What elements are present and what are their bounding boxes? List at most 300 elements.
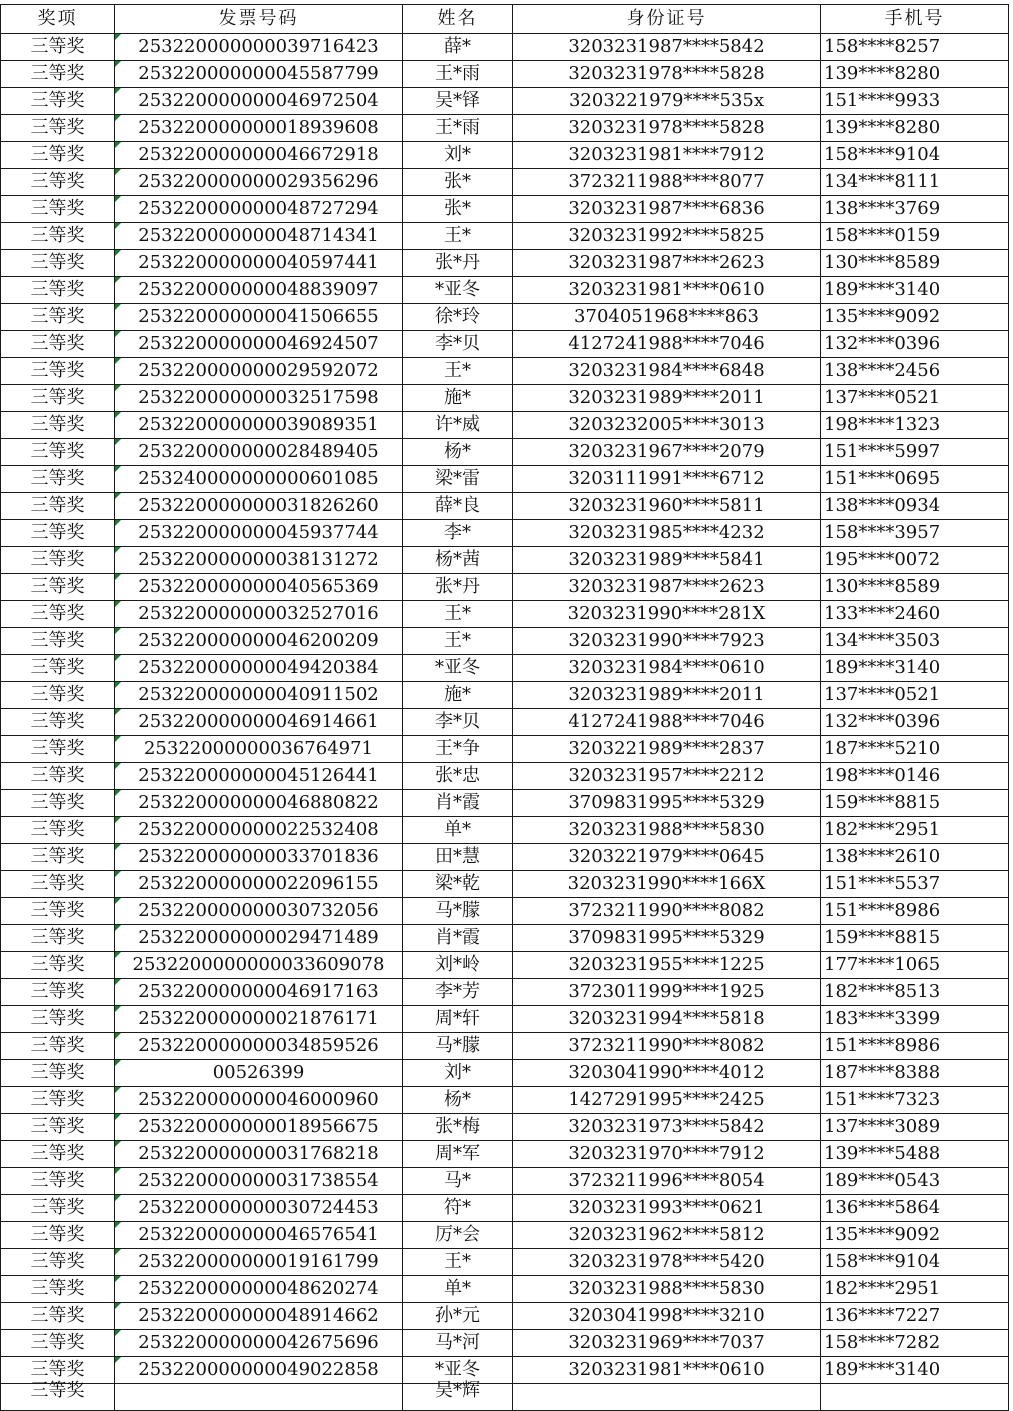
cell-name: *亚冬 <box>403 277 513 304</box>
table-row <box>1 466 1009 493</box>
cell-id-number: 3203111991****6712 <box>513 466 821 493</box>
cell-name: 王*争 <box>403 736 513 763</box>
column-header-id-number: 身份证号 <box>513 5 821 34</box>
table-row <box>1 277 1009 304</box>
table-row <box>1 1114 1009 1141</box>
cell-id-number: 3203231960****5811 <box>513 493 821 520</box>
cell-prize: 三等奖 <box>1 1357 115 1384</box>
cell-phone: 198****1323 <box>821 412 1009 439</box>
cell-invoice-number <box>115 1384 403 1411</box>
cell-phone: 136****7227 <box>821 1303 1009 1330</box>
cell-prize: 三等奖 <box>1 34 115 61</box>
cell-invoice-number: 253220000000048914662 <box>115 1303 403 1330</box>
cell-invoice-number: 253220000000045937744 <box>115 520 403 547</box>
cell-invoice-number: 253220000000046880822 <box>115 790 403 817</box>
table-row <box>1 331 1009 358</box>
table-row <box>1 223 1009 250</box>
cell-invoice-number: 253220000000040565369 <box>115 574 403 601</box>
cell-prize: 三等奖 <box>1 736 115 763</box>
cell-id-number: 3203231962****5812 <box>513 1222 821 1249</box>
cell-phone: 138****2610 <box>821 844 1009 871</box>
cell-name: 马*朦 <box>403 898 513 925</box>
table-row <box>1 142 1009 169</box>
cell-invoice-number: 2532200000000033609078 <box>115 952 403 979</box>
cell-phone: 151****9933 <box>821 88 1009 115</box>
cell-prize: 三等奖 <box>1 304 115 331</box>
cell-phone: 137****0521 <box>821 682 1009 709</box>
table-row <box>1 385 1009 412</box>
cell-name: 王*雨 <box>403 115 513 142</box>
cell-phone: 187****5210 <box>821 736 1009 763</box>
cell-phone: 133****2460 <box>821 601 1009 628</box>
table-row <box>1 763 1009 790</box>
cell-phone: 135****9092 <box>821 304 1009 331</box>
cell-id-number: 3203231990****7923 <box>513 628 821 655</box>
cell-name: 施* <box>403 385 513 412</box>
cell-prize: 三等奖 <box>1 1222 115 1249</box>
cell-name: 王* <box>403 358 513 385</box>
cell-invoice-number: 253220000000030732056 <box>115 898 403 925</box>
cell-id-number: 3203231993****0621 <box>513 1195 821 1222</box>
cell-prize: 三等奖 <box>1 439 115 466</box>
cell-name: 刘* <box>403 1060 513 1087</box>
cell-phone: 130****8589 <box>821 250 1009 277</box>
table-row <box>1 61 1009 88</box>
cell-id-number: 3709831995****5329 <box>513 925 821 952</box>
cell-prize <box>1 1380 115 1411</box>
cell-name: 马* <box>403 1168 513 1195</box>
cell-name: 王*雨 <box>403 61 513 88</box>
cell-invoice-number: 253220000000046200209 <box>115 628 403 655</box>
table-row <box>1 1249 1009 1276</box>
cell-id-number <box>513 1384 821 1411</box>
table-row <box>1 1330 1009 1357</box>
cell-prize: 三等奖 <box>1 628 115 655</box>
cell-name: 周*军 <box>403 1141 513 1168</box>
cell-name: 马*河 <box>403 1330 513 1357</box>
cell-invoice-number: 253220000000046914661 <box>115 709 403 736</box>
table-row <box>1 412 1009 439</box>
cell-prize: 三等奖 <box>1 196 115 223</box>
cell-id-number: 3203231985****4232 <box>513 520 821 547</box>
table-row <box>1 1303 1009 1330</box>
cell-invoice-number: 253220000000019161799 <box>115 1249 403 1276</box>
cell-id-number: 3709831995****5329 <box>513 790 821 817</box>
cell-id-number: 3723211988****8077 <box>513 169 821 196</box>
cell-invoice-number: 253220000000029356296 <box>115 169 403 196</box>
table-row <box>1 1222 1009 1249</box>
cell-invoice-number: 253220000000046576541 <box>115 1222 403 1249</box>
cell-name: 王* <box>403 601 513 628</box>
cell-phone: 182****2951 <box>821 1276 1009 1303</box>
cell-prize: 三等奖 <box>1 88 115 115</box>
cell-id-number: 3203231984****6848 <box>513 358 821 385</box>
cell-invoice-number: 253220000000039089351 <box>115 412 403 439</box>
cell-invoice-number: 253220000000029592072 <box>115 358 403 385</box>
table-row <box>1 844 1009 871</box>
column-header-invoice: 发票号码 <box>115 5 403 34</box>
column-header-prize: 奖项 <box>1 5 115 34</box>
cell-id-number: 3203041990****4012 <box>513 1060 821 1087</box>
cell-invoice-number: 25322000000036764971 <box>115 736 403 763</box>
cell-prize: 三等奖 <box>1 1303 115 1330</box>
table-row <box>1 628 1009 655</box>
cell-phone: 158****8257 <box>821 34 1009 61</box>
cell-name-text: 吴*辉 <box>435 1380 480 1401</box>
cell-phone: 158****0159 <box>821 223 1009 250</box>
cell-prize: 三等奖 <box>1 1330 115 1357</box>
table-row <box>1 574 1009 601</box>
table-row <box>1 736 1009 763</box>
cell-prize: 三等奖 <box>1 1276 115 1303</box>
cell-invoice-number: 253220000000046917163 <box>115 979 403 1006</box>
cell-phone: 158****3957 <box>821 520 1009 547</box>
cell-prize: 三等奖 <box>1 250 115 277</box>
cell-name: 许*威 <box>403 412 513 439</box>
cell-prize: 三等奖 <box>1 277 115 304</box>
cell-name: 王* <box>403 628 513 655</box>
cell-id-number: 3203231957****2212 <box>513 763 821 790</box>
cell-prize: 三等奖 <box>1 871 115 898</box>
cell-prize: 三等奖 <box>1 412 115 439</box>
cell-prize: 三等奖 <box>1 142 115 169</box>
cell-invoice-number: 253220000000031738554 <box>115 1168 403 1195</box>
table-row <box>1 250 1009 277</box>
cell-name: 杨*茜 <box>403 547 513 574</box>
cell-id-number: 3203231955****1225 <box>513 952 821 979</box>
cell-name: 王* <box>403 223 513 250</box>
cell-prize: 三等奖 <box>1 358 115 385</box>
cell-phone: 189****0543 <box>821 1168 1009 1195</box>
table-row <box>1 1060 1009 1087</box>
cell-prize: 三等奖 <box>1 979 115 1006</box>
cell-phone: 137****0521 <box>821 385 1009 412</box>
cell-id-number: 3203231988****5830 <box>513 1276 821 1303</box>
header-row <box>1 5 1009 34</box>
cell-name: 吴*铎 <box>403 88 513 115</box>
cell-prize: 三等奖 <box>1 1168 115 1195</box>
table-row <box>1 952 1009 979</box>
cell-prize: 三等奖 <box>1 1006 115 1033</box>
cell-name: 肖*霞 <box>403 925 513 952</box>
cell-phone: 183****3399 <box>821 1006 1009 1033</box>
cell-invoice-number: 253220000000040597441 <box>115 250 403 277</box>
cell-phone: 139****8280 <box>821 61 1009 88</box>
table-row <box>1 304 1009 331</box>
cell-id-number: 3203231987****2623 <box>513 250 821 277</box>
cell-name: 周*轩 <box>403 1006 513 1033</box>
cell-name: 薛* <box>403 34 513 61</box>
cell-name <box>403 1380 513 1411</box>
cell-invoice-number: 253220000000018956675 <box>115 1114 403 1141</box>
cell-prize: 三等奖 <box>1 790 115 817</box>
cell-phone: 195****0072 <box>821 547 1009 574</box>
cell-invoice-number: 253220000000040911502 <box>115 682 403 709</box>
cell-name: 梁*乾 <box>403 871 513 898</box>
cell-phone: 151****7323 <box>821 1087 1009 1114</box>
cell-phone: 132****0396 <box>821 331 1009 358</box>
cell-invoice-number: 253240000000000601085 <box>115 466 403 493</box>
cell-prize: 三等奖 <box>1 223 115 250</box>
cell-name: 李*贝 <box>403 709 513 736</box>
cell-id-number: 3203231969****7037 <box>513 1330 821 1357</box>
cell-id-number: 3203231967****2079 <box>513 439 821 466</box>
table-row <box>1 682 1009 709</box>
cell-phone: 189****3140 <box>821 277 1009 304</box>
cell-phone: 139****8280 <box>821 115 1009 142</box>
cell-phone: 151****0695 <box>821 466 1009 493</box>
cell-invoice-number: 253220000000021876171 <box>115 1006 403 1033</box>
cell-invoice-number: 253220000000048714341 <box>115 223 403 250</box>
cell-prize: 三等奖 <box>1 466 115 493</box>
cell-id-number: 3723211990****8082 <box>513 898 821 925</box>
cell-prize: 三等奖 <box>1 331 115 358</box>
cell-invoice-number: 253220000000046672918 <box>115 142 403 169</box>
cell-phone: 158****7282 <box>821 1330 1009 1357</box>
cell-prize: 三等奖 <box>1 952 115 979</box>
cell-name: 徐*玲 <box>403 304 513 331</box>
cell-invoice-number: 253220000000031768218 <box>115 1141 403 1168</box>
table-row <box>1 601 1009 628</box>
column-header-phone: 手机号 <box>821 5 1009 34</box>
cell-id-number: 4127241988****7046 <box>513 709 821 736</box>
cell-invoice-number: 253220000000046972504 <box>115 88 403 115</box>
cell-prize: 三等奖 <box>1 574 115 601</box>
cell-phone: 151****5537 <box>821 871 1009 898</box>
table-row <box>1 898 1009 925</box>
cell-phone: 132****0396 <box>821 709 1009 736</box>
cell-id-number: 3203231981****7912 <box>513 142 821 169</box>
table-row <box>1 1357 1009 1384</box>
cell-name: 张*丹 <box>403 250 513 277</box>
cell-prize: 三等奖 <box>1 115 115 142</box>
cell-invoice-number: 253220000000033701836 <box>115 844 403 871</box>
cell-id-number: 3203231989****2011 <box>513 682 821 709</box>
cell-name: 杨* <box>403 439 513 466</box>
cell-id-number: 3203231981****0610 <box>513 1357 821 1384</box>
cell-id-number: 3203231984****0610 <box>513 655 821 682</box>
cell-name: 单* <box>403 817 513 844</box>
cell-phone: 134****8111 <box>821 169 1009 196</box>
cell-invoice-number: 253220000000034859526 <box>115 1033 403 1060</box>
cell-name: *亚冬 <box>403 655 513 682</box>
table-body <box>1 34 1009 1411</box>
cell-prize-text: 三等奖 <box>30 1380 85 1401</box>
cell-phone: 151****5997 <box>821 439 1009 466</box>
cell-prize: 三等奖 <box>1 1060 115 1087</box>
cell-invoice-number: 253220000000029471489 <box>115 925 403 952</box>
table-row <box>1 493 1009 520</box>
cell-prize: 三等奖 <box>1 655 115 682</box>
cell-name: 李*贝 <box>403 331 513 358</box>
cell-prize: 三等奖 <box>1 709 115 736</box>
table-row <box>1 1168 1009 1195</box>
cell-invoice-number: 253220000000049420384 <box>115 655 403 682</box>
cell-phone: 177****1065 <box>821 952 1009 979</box>
table-row <box>1 709 1009 736</box>
table-row <box>1 1087 1009 1114</box>
cell-invoice-number: 253220000000046924507 <box>115 331 403 358</box>
cell-prize: 三等奖 <box>1 1249 115 1276</box>
table-row <box>1 358 1009 385</box>
cell-name: 厉*会 <box>403 1222 513 1249</box>
cell-id-number: 3203231992****5825 <box>513 223 821 250</box>
table-row <box>1 817 1009 844</box>
cell-invoice-number: 253220000000032517598 <box>115 385 403 412</box>
cell-prize: 三等奖 <box>1 1195 115 1222</box>
cell-invoice-number: 253220000000030724453 <box>115 1195 403 1222</box>
cell-prize: 三等奖 <box>1 169 115 196</box>
cell-phone: 138****3769 <box>821 196 1009 223</box>
cell-id-number: 3203231970****7912 <box>513 1141 821 1168</box>
table-row <box>1 655 1009 682</box>
table-row <box>1 88 1009 115</box>
cell-name: 张* <box>403 196 513 223</box>
table-row <box>1 439 1009 466</box>
cell-invoice-number: 253220000000049022858 <box>115 1357 403 1384</box>
cell-name: 符* <box>403 1195 513 1222</box>
cell-name: 杨* <box>403 1087 513 1114</box>
cell-phone: 151****8986 <box>821 898 1009 925</box>
cell-id-number: 3203231989****5841 <box>513 547 821 574</box>
cell-id-number: 4127241988****7046 <box>513 331 821 358</box>
table-row <box>1 520 1009 547</box>
cell-prize: 三等奖 <box>1 1087 115 1114</box>
cell-invoice-number: 253220000000048727294 <box>115 196 403 223</box>
cell-invoice-number: 253220000000032527016 <box>115 601 403 628</box>
cell-id-number: 3203231987****5842 <box>513 34 821 61</box>
cell-name: 孙*元 <box>403 1303 513 1330</box>
cell-name: 马*朦 <box>403 1033 513 1060</box>
table-row <box>1 871 1009 898</box>
cell-phone: 158****9104 <box>821 1249 1009 1276</box>
cell-phone: 139****5488 <box>821 1141 1009 1168</box>
cell-id-number: 3203231973****5842 <box>513 1114 821 1141</box>
cell-id-number: 3203231978****5828 <box>513 115 821 142</box>
cell-name: 单* <box>403 1276 513 1303</box>
cell-id-number: 1427291995****2425 <box>513 1087 821 1114</box>
cell-phone: 138****0934 <box>821 493 1009 520</box>
cell-name: 王* <box>403 1249 513 1276</box>
cell-prize: 三等奖 <box>1 547 115 574</box>
cell-phone: 189****3140 <box>821 1357 1009 1384</box>
cell-prize: 三等奖 <box>1 520 115 547</box>
cell-phone: 151****8986 <box>821 1033 1009 1060</box>
cell-name: 张*梅 <box>403 1114 513 1141</box>
cell-id-number: 3203231987****2623 <box>513 574 821 601</box>
cell-phone: 159****8815 <box>821 790 1009 817</box>
table-row <box>1 547 1009 574</box>
column-header-name: 姓名 <box>403 5 513 34</box>
cell-prize: 三等奖 <box>1 844 115 871</box>
cell-prize: 三等奖 <box>1 493 115 520</box>
cell-id-number: 3203231989****2011 <box>513 385 821 412</box>
cell-prize: 三等奖 <box>1 385 115 412</box>
cell-phone: 159****8815 <box>821 925 1009 952</box>
cell-invoice-number: 253220000000048620274 <box>115 1276 403 1303</box>
cell-name: 张* <box>403 169 513 196</box>
cell-name: 刘*岭 <box>403 952 513 979</box>
cell-id-number: 3203231978****5828 <box>513 61 821 88</box>
cell-invoice-number: 253220000000048839097 <box>115 277 403 304</box>
cell-name: 张*忠 <box>403 763 513 790</box>
cell-name: 薛*良 <box>403 493 513 520</box>
table-row <box>1 925 1009 952</box>
table-row <box>1 115 1009 142</box>
table-row-partial <box>1 1384 1009 1411</box>
cell-name: *亚冬 <box>403 1357 513 1384</box>
cell-id-number: 3203231988****5830 <box>513 817 821 844</box>
table-row <box>1 1033 1009 1060</box>
cell-invoice-number: 253220000000042675696 <box>115 1330 403 1357</box>
cell-phone: 182****2951 <box>821 817 1009 844</box>
cell-id-number: 3203221979****535x <box>513 88 821 115</box>
cell-phone: 158****9104 <box>821 142 1009 169</box>
cell-phone: 134****3503 <box>821 628 1009 655</box>
cell-invoice-number: 253220000000028489405 <box>115 439 403 466</box>
cell-invoice-number: 253220000000046000960 <box>115 1087 403 1114</box>
cell-id-number: 3203231990****281X <box>513 601 821 628</box>
cell-phone: 135****9092 <box>821 1222 1009 1249</box>
cell-prize: 三等奖 <box>1 898 115 925</box>
cell-phone: 130****8589 <box>821 574 1009 601</box>
table-row <box>1 169 1009 196</box>
cell-id-number: 3203231987****6836 <box>513 196 821 223</box>
cell-invoice-number: 253220000000045126441 <box>115 763 403 790</box>
cell-name: 张*丹 <box>403 574 513 601</box>
cell-id-number: 3723211996****8054 <box>513 1168 821 1195</box>
cell-id-number: 3723211990****8082 <box>513 1033 821 1060</box>
cell-phone: 189****3140 <box>821 655 1009 682</box>
table-row <box>1 1006 1009 1033</box>
cell-id-number: 3203231990****166X <box>513 871 821 898</box>
table-row <box>1 790 1009 817</box>
table-row <box>1 1195 1009 1222</box>
table-row <box>1 196 1009 223</box>
cell-name: 刘* <box>403 142 513 169</box>
cell-name: 施* <box>403 682 513 709</box>
cell-id-number: 3203232005****3013 <box>513 412 821 439</box>
cell-id-number: 3203221989****2837 <box>513 736 821 763</box>
cell-id-number: 3203231981****0610 <box>513 277 821 304</box>
cell-id-number: 3704051968****863 <box>513 304 821 331</box>
cell-phone: 137****3089 <box>821 1114 1009 1141</box>
cell-id-number: 3203231978****5420 <box>513 1249 821 1276</box>
cell-prize: 三等奖 <box>1 1114 115 1141</box>
cell-id-number: 3203221979****0645 <box>513 844 821 871</box>
table-row <box>1 1276 1009 1303</box>
cell-phone: 187****8388 <box>821 1060 1009 1087</box>
cell-phone: 136****5864 <box>821 1195 1009 1222</box>
cell-invoice-number: 253220000000022096155 <box>115 871 403 898</box>
cell-invoice-number: 253220000000039716423 <box>115 34 403 61</box>
cell-phone <box>821 1384 1009 1411</box>
cell-invoice-number: 253220000000022532408 <box>115 817 403 844</box>
cell-invoice-number: 253220000000018939608 <box>115 115 403 142</box>
cell-name: 肖*霞 <box>403 790 513 817</box>
cell-name: 梁*雷 <box>403 466 513 493</box>
cell-invoice-number: 253220000000041506655 <box>115 304 403 331</box>
cell-name: 田*慧 <box>403 844 513 871</box>
cell-id-number: 3203041998****3210 <box>513 1303 821 1330</box>
cell-invoice-number: 253220000000045587799 <box>115 61 403 88</box>
cell-invoice-number: 00526399 <box>115 1060 403 1087</box>
cell-invoice-number: 253220000000038131272 <box>115 547 403 574</box>
cell-prize: 三等奖 <box>1 1141 115 1168</box>
cell-prize: 三等奖 <box>1 925 115 952</box>
table-row <box>1 979 1009 1006</box>
cell-phone: 138****2456 <box>821 358 1009 385</box>
